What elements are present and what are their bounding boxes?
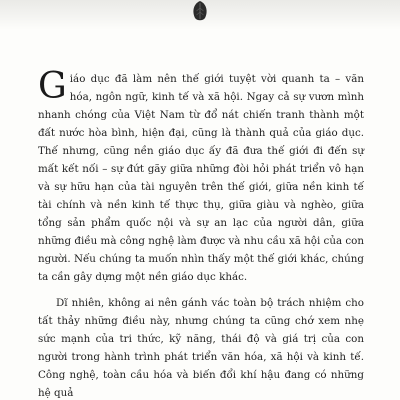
paragraph-1-text: iáo dục đã làm nên thế giới tuyệt vời quanh ta – văn hóa, ngôn ngữ, kinh tế và xã hội. Ngay cả sự vươn mình nhanh chóng của Việt Nam từ đổ nát chiến tranh thành một đất nước hòa bình, hiện đại, cũng là thành quả của giáo dục. Thế nhưng, cũng nền giáo dục ấy đã đưa thế giới đi đến sự mất kết nối – sự đứt gãy giữa những đòi hỏi phát triển vô hạn và sự hữu hạn của tài nguyên trên thế giới, giữa nền kinh tế tài chính và nền kinh tế thực thụ, giữa giàu và nghèo, giữa tổng sản phẩm quốc nội và sự an lạc của người dân, giữa những điều mà công nghệ làm được và nhu cầu xã hội của con người. Nếu chúng ta muốn nhìn thấy một thế giới khác, chúng ta cần gây dựng một nền giáo dục khác. bbox=[38, 73, 364, 283]
paragraph-1 bbox=[38, 66, 364, 286]
leaf-ornament-icon bbox=[188, 0, 212, 22]
body-text bbox=[38, 66, 364, 400]
drop-cap: G bbox=[38, 66, 67, 107]
paragraph-2: Dĩ nhiên, không ai nên gánh vác toàn bộ trách nhiệm cho tất thảy những điều này, nhưng chúng ta cũng chớ xem nhẹ sức mạnh của tri thức, kỹ năng, thái độ và giá trị của con người trong hành trình phát triển văn hóa, xã hội và kinh tế. Công nghệ, toàn cầu hóa và biến đổi khí hậu đang có những hệ quả bbox=[38, 297, 364, 399]
